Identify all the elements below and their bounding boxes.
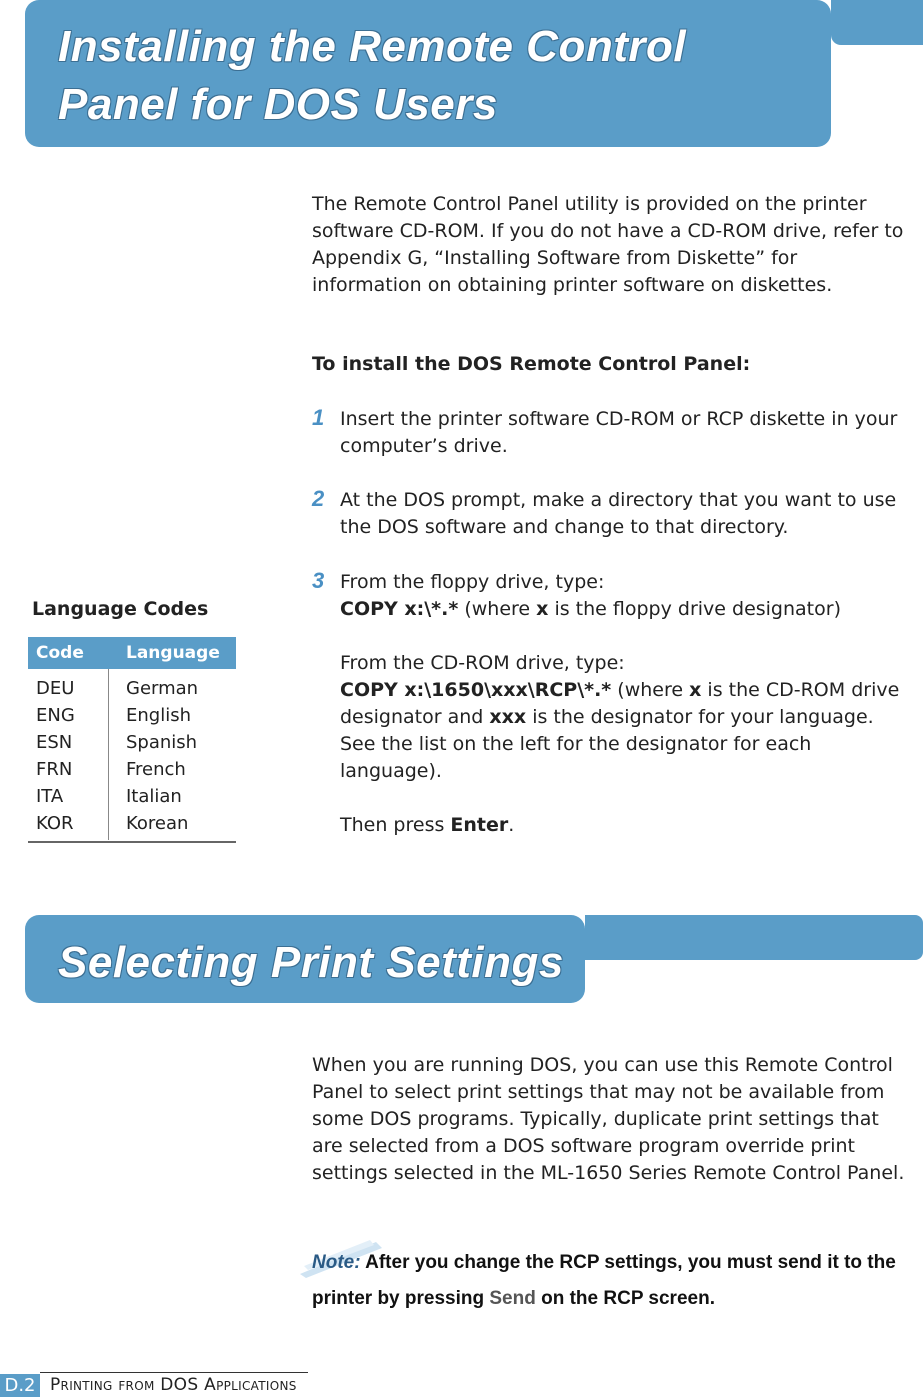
cdrom-command: COPY x:\1650\xxx\RCP\*.* [340,679,612,701]
selecting-settings-paragraph: When you are running DOS, you can use this Remote Control Panel to select print settings that may not be available from some DOS programs. Typically, duplicate print settings that are selected from a DOS software program override print settings selected in the ML-1650 Series Remote Control Panel. [312,1054,905,1184]
step-number-1: 1 [312,405,325,430]
page-number: D.2 [0,1374,40,1397]
send-keyword: Send [489,1288,536,1309]
floppy-command-line: COPY x:\*.* (where x is the floppy drive designator) [340,598,841,620]
footer-rule [40,1372,308,1373]
footer-chapter-title: Printing from DOS Applications [50,1375,297,1395]
language-codes-header: Code Language [28,637,236,669]
language-codes-body [28,669,236,843]
note-text: Note: After you change the RCP settings, you must send it to the printer by pressing Send on the RCP screen. [312,1252,896,1309]
language-codes-title: Language Codes [32,598,209,620]
intro-paragraph: The Remote Control Panel utility is provided on the printer software CD-ROM. If you do not have a CD-ROM drive, refer to Appendix G, “Installing Software from Diskette” for information on obtaining printer software on diskettes. [312,193,904,296]
cdrom-command-block: COPY x:\1650\xxx\RCP\*.* (where x is the CD-ROM drive designator and xxx is the designator for your language. See the list on the left for the designator for each language). [340,679,900,782]
step-2-text: At the DOS prompt, make a directory that you want to use the DOS software and change to that directory. [340,489,897,538]
section-title-2: Selecting Print Settings [58,938,564,987]
enter-key: Enter [450,814,509,836]
enter-instruction: Then press Enter. [340,814,515,836]
table-row: KOR Korean [36,813,189,834]
table-column-divider [108,669,109,840]
install-subheading: To install the DOS Remote Control Panel: [312,353,751,375]
step-3-text [340,569,912,839]
table-row: FRN French [36,759,186,780]
note-label: Note: [312,1252,361,1273]
section-title-1: Installing the Remote Control Panel for DOS Users [58,22,687,129]
floppy-intro: From the floppy drive, type: [340,571,605,593]
step-number-3: 3 [312,568,325,593]
language-codes-table [28,637,236,843]
floppy-command: COPY x:\*.* [340,598,459,620]
banner-tail-2 [585,915,923,960]
table-row: ESN Spanish [36,732,198,753]
table-row: ITA Italian [36,786,182,807]
step-1-text: Insert the printer software CD-ROM or RCP diskette in your computer’s drive. [340,408,898,457]
cdrom-intro: From the CD-ROM drive, type: [340,652,625,674]
table-row: DEU German [36,678,199,699]
step-number-2: 2 [312,486,325,511]
table-row: ENG English [36,705,191,726]
banner-tail-1 [831,0,923,45]
